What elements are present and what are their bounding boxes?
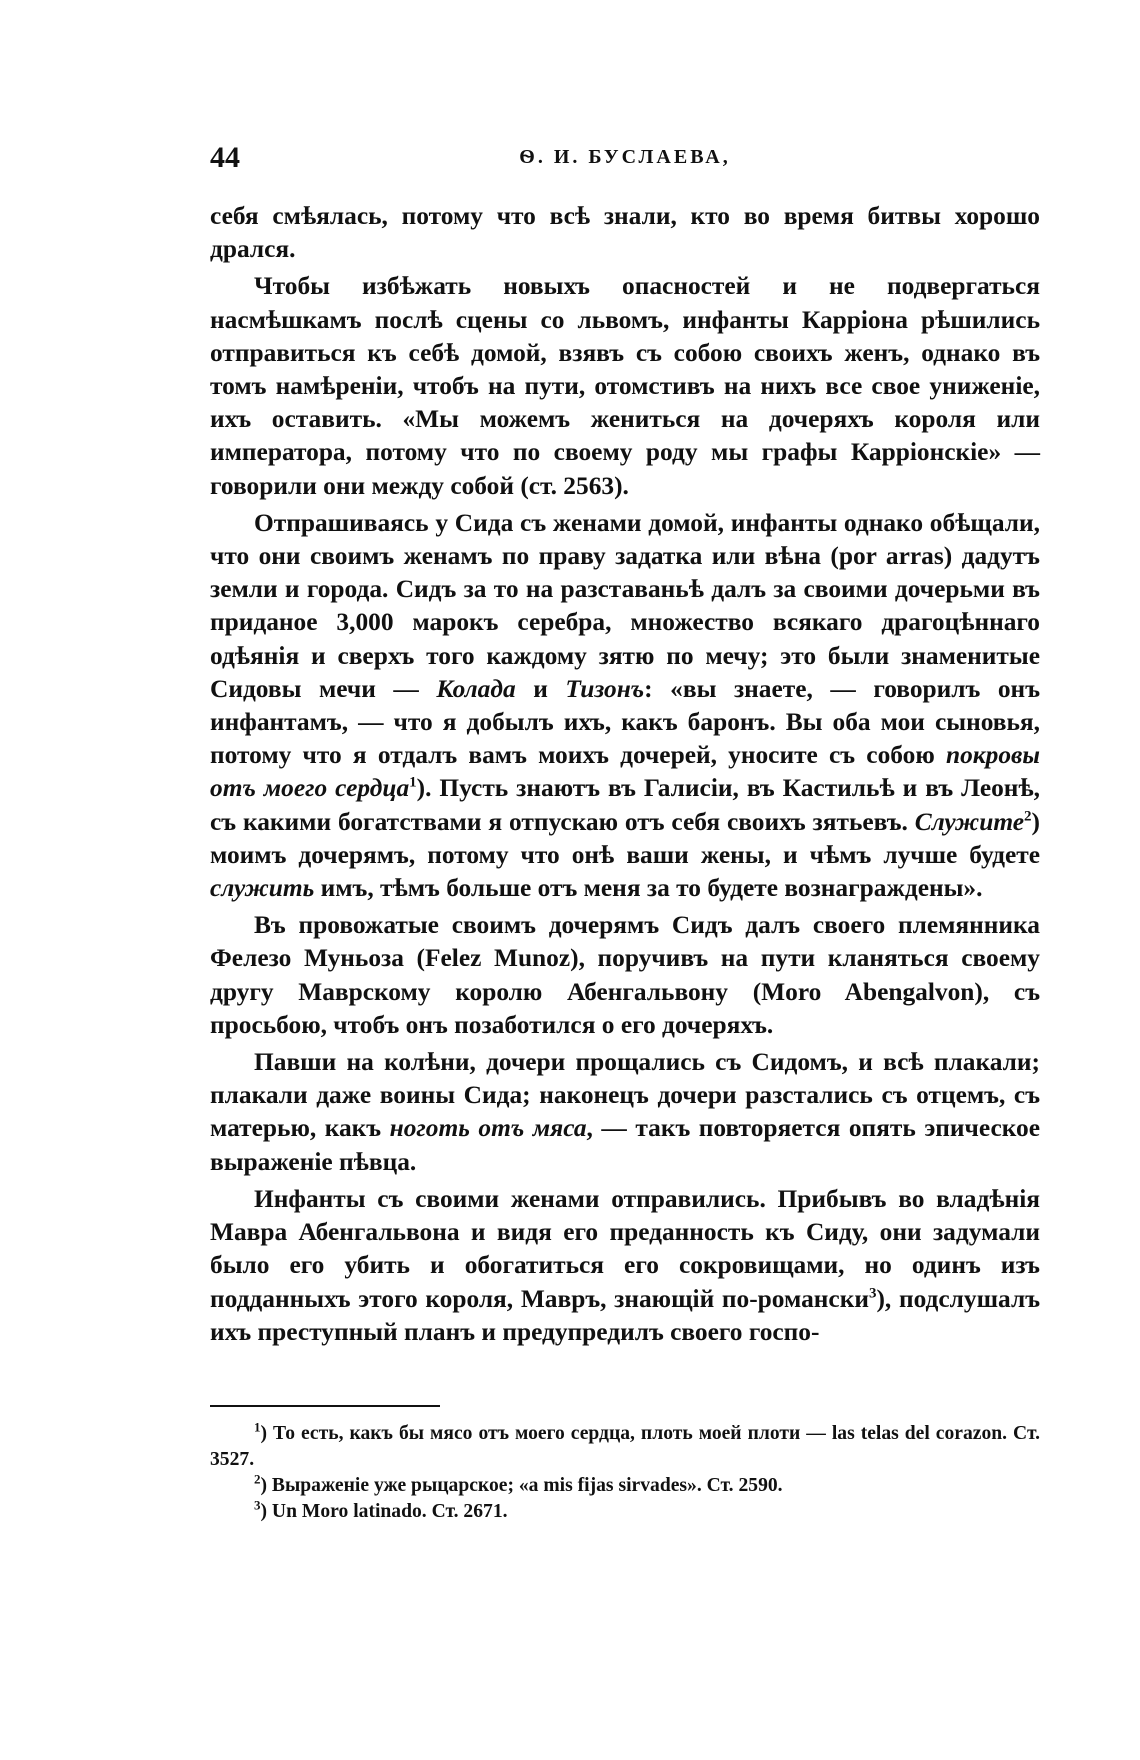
text-run: Отпрашиваясь у Сида съ женами домой, инфанты однако обѣщали, что они своимъ женамъ по праву задатка или вѣна (por arras) дадутъ земли и города. Сидъ за то на разставаньѣ далъ за своими дочерьми въ приданое 3,000 марокъ серебра, множество всякаго драгоцѣннаго одѣянія и сверхъ того каждому зятю по мечу; это были знаменитые Сидовы мечи —: [210, 508, 1040, 703]
italic-text: Тизонъ: [565, 674, 645, 703]
paragraph: [210, 1183, 1040, 1349]
footnotes: [210, 1421, 1040, 1525]
footnote-marker: 1: [254, 1419, 261, 1435]
paragraph: Въ провожатые своимъ дочерямъ Сидъ далъ своего племянника Фелезо Муньоза (Felez Munoz), поручивъ на пути кланяться своему другу Маврскому королю Абенгальвону (Moro Abengalvon), съ просьбою, чтобъ онъ позаботился о его дочеряхъ.: [210, 911, 1040, 1039]
italic-text: Служите: [914, 807, 1025, 836]
text-run: и: [515, 674, 566, 703]
text-run: : «вы знаете, — говорилъ онъ инфантамъ, — что я добылъ ихъ, какъ баронъ. Вы оба мои сыновья, потому что я отдалъ вамъ моихъ дочерей, уносите съ собою: [210, 674, 1040, 770]
italic-text: Колада: [436, 674, 516, 703]
paragraph: [210, 1046, 1040, 1179]
footnote-marker: 2: [254, 1471, 261, 1487]
paragraph-continued: себя смѣялась, потому что всѣ знали, кто во время битвы хорошо дрался.: [210, 202, 1040, 264]
text-run: Павши на колѣни, дочери прощались съ Сидомъ, и всѣ плакали; плакали даже воины Сида; наконецъ дочери разстались съ отцемъ, съ матерью, какъ: [210, 1048, 1040, 1143]
footnote-ref: 2: [1024, 808, 1032, 825]
footnote-text: ) Un Moro latinado. Ст. 2671.: [260, 1500, 508, 1522]
body-text: [210, 200, 1040, 1349]
text-run: ) моимъ дочерямъ, потому что онѣ ваши жены, и чѣмъ лучше будете: [210, 807, 1040, 869]
footnote-ref: 3: [868, 1285, 877, 1302]
text-run: имъ, тѣмъ больше отъ меня за то будете вознаграждены».: [314, 874, 983, 903]
paragraph: [210, 507, 1040, 905]
footnote-text: ) Выраженіе уже рыцарское; «a mis fijas sirvades». Ст. 2590.: [260, 1474, 783, 1496]
footnote: [210, 1421, 1040, 1473]
italic-text: служить: [210, 874, 315, 903]
running-head: Ѳ. И. БУСЛАЕВА,: [519, 146, 731, 168]
footnote: [210, 1473, 1040, 1499]
footnote-marker: 3: [254, 1497, 261, 1513]
paragraph: Чтобы избѣжать новыхъ опасностей и не подвергаться насмѣшкамъ послѣ сцены со львомъ, инфанты Карріона рѣшились отправиться къ себѣ домой, взявъ съ собою своихъ женъ, однако въ томъ намѣреніи, чтобъ на пути, отомстивъ на нихъ все свое униженіе, ихъ оставить. «Мы можемъ жениться на дочеряхъ короля или императора, потому что по своему роду мы графы Карріонскіе» — говорили они между собой (ст. 2563).: [210, 272, 1040, 500]
text-run: Инфанты съ своими женами отправились. Прибывъ во владѣнія Мавра Абенгальвона и видя его преданность къ Сиду, они задумали было его убить и обогатиться его сокровищами, но одинъ изъ подданныхъ этого короля, Мавръ, знающій по-романски: [210, 1184, 1040, 1313]
page-number: 44: [210, 141, 240, 174]
text-run: , — такъ повторяется опять эпическое выраженіе пѣвца.: [210, 1114, 1040, 1176]
text-run: ). Пусть знаютъ въ Галисіи, въ Кастильѣ и въ Леонѣ, съ какими богатствами я отпускаю отъ себя своихъ зятьевъ.: [210, 774, 1041, 836]
text-run: ), подслушалъ ихъ преступный планъ и предупредилъ своего госпо-: [210, 1284, 1040, 1346]
footnote-text: ) То есть, какъ бы мясо отъ моего сердца, плоть моей плоти — las telas del corazon. Ст. 3527.: [210, 1422, 1040, 1470]
book-page: [210, 140, 1040, 1525]
footnote: [210, 1499, 1040, 1525]
footnote-ref: 1: [409, 774, 417, 791]
page-header: [210, 140, 1040, 180]
italic-text: ноготь отъ мяса: [389, 1114, 587, 1143]
italic-text: покровы отъ моего сердца: [210, 741, 1040, 803]
footnote-divider: [210, 1405, 440, 1407]
